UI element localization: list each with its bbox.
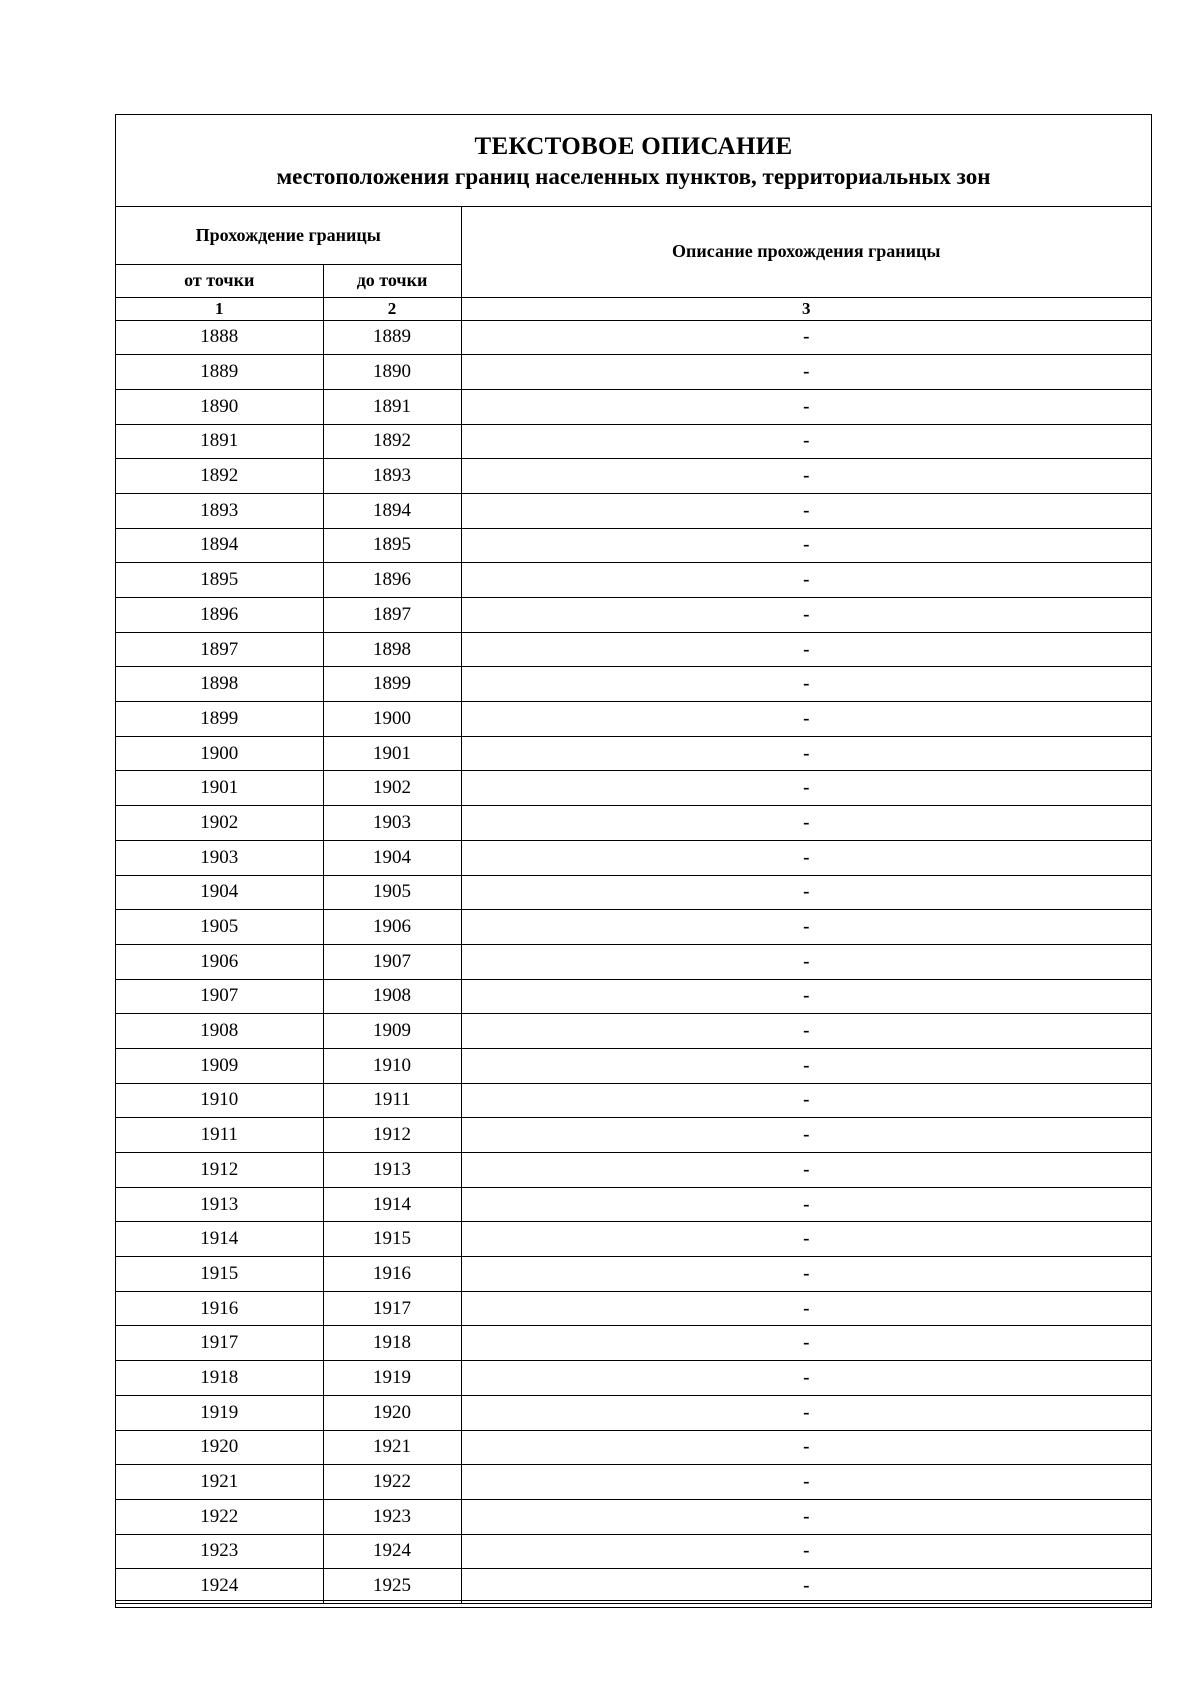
row-description: -: [461, 875, 1151, 910]
document-title: ТЕКСТОВОЕ ОПИСАНИЕ: [474, 133, 793, 160]
row-from-point: 1898: [116, 667, 323, 702]
row-from-point: 1888: [116, 320, 323, 355]
row-from-point: 1912: [116, 1153, 323, 1188]
row-description: -: [461, 1257, 1151, 1292]
row-description: -: [461, 1222, 1151, 1257]
row-from-point: 1897: [116, 632, 323, 667]
row-to-point: 1920: [323, 1395, 461, 1430]
row-to-point: 1889: [323, 320, 461, 355]
table-row: [116, 910, 1151, 945]
row-description: -: [461, 806, 1151, 841]
row-from-point: 1909: [116, 1048, 323, 1083]
title-block: [116, 115, 1151, 207]
row-from-point: 1892: [116, 459, 323, 494]
row-to-point: 1913: [323, 1153, 461, 1188]
table-row: [116, 493, 1151, 528]
row-from-point: 1891: [116, 424, 323, 459]
row-to-point: 1892: [323, 424, 461, 459]
row-description: -: [461, 1430, 1151, 1465]
row-from-point: 1914: [116, 1222, 323, 1257]
row-description: -: [461, 528, 1151, 563]
boundary-table: [116, 207, 1151, 1604]
row-description: -: [461, 389, 1151, 424]
row-description: -: [461, 979, 1151, 1014]
table-row: [116, 702, 1151, 737]
table-row: [116, 1430, 1151, 1465]
row-to-point: 1923: [323, 1499, 461, 1534]
row-description: -: [461, 1499, 1151, 1534]
table-row: [116, 1083, 1151, 1118]
row-description: -: [461, 1187, 1151, 1222]
header-col-number-2: 2: [323, 297, 461, 320]
row-from-point: 1907: [116, 979, 323, 1014]
row-description: -: [461, 632, 1151, 667]
row-description: -: [461, 1569, 1151, 1604]
row-description: -: [461, 910, 1151, 945]
table-row: [116, 1187, 1151, 1222]
row-to-point: 1903: [323, 806, 461, 841]
row-description: -: [461, 1118, 1151, 1153]
row-description: -: [461, 1534, 1151, 1569]
bottom-divider: [116, 1600, 1151, 1601]
table-row: [116, 667, 1151, 702]
table-row: [116, 563, 1151, 598]
document-subtitle: местоположения границ населенных пунктов, территориальных зон: [276, 164, 991, 189]
row-description: -: [461, 1326, 1151, 1361]
table-row: [116, 1153, 1151, 1188]
row-from-point: 1915: [116, 1257, 323, 1292]
row-to-point: 1924: [323, 1534, 461, 1569]
row-to-point: 1891: [323, 389, 461, 424]
header-group-label: Прохождение границы: [116, 207, 461, 264]
row-description: -: [461, 1465, 1151, 1500]
row-description: -: [461, 598, 1151, 633]
row-description: -: [461, 355, 1151, 390]
table-row: [116, 1326, 1151, 1361]
table-row: [116, 771, 1151, 806]
table-row: [116, 944, 1151, 979]
row-description: -: [461, 1048, 1151, 1083]
row-from-point: 1906: [116, 944, 323, 979]
row-from-point: 1921: [116, 1465, 323, 1500]
row-to-point: 1896: [323, 563, 461, 598]
table-row: [116, 875, 1151, 910]
table-row: [116, 979, 1151, 1014]
row-description: -: [461, 840, 1151, 875]
row-to-point: 1893: [323, 459, 461, 494]
row-description: -: [461, 944, 1151, 979]
row-from-point: 1903: [116, 840, 323, 875]
row-to-point: 1912: [323, 1118, 461, 1153]
row-from-point: 1905: [116, 910, 323, 945]
row-to-point: 1904: [323, 840, 461, 875]
row-from-point: 1902: [116, 806, 323, 841]
row-description: -: [461, 493, 1151, 528]
table-header: [116, 207, 1151, 320]
table-row: [116, 389, 1151, 424]
header-to-point: до точки: [323, 264, 461, 297]
row-to-point: 1909: [323, 1014, 461, 1049]
row-to-point: 1914: [323, 1187, 461, 1222]
table-row: [116, 736, 1151, 771]
row-description: -: [461, 1291, 1151, 1326]
table-row: [116, 598, 1151, 633]
row-from-point: 1904: [116, 875, 323, 910]
row-to-point: 1890: [323, 355, 461, 390]
table-row: [116, 1257, 1151, 1292]
row-description: -: [461, 320, 1151, 355]
row-to-point: 1898: [323, 632, 461, 667]
table-row: [116, 320, 1151, 355]
table-row: [116, 424, 1151, 459]
table-row: [116, 1534, 1151, 1569]
row-to-point: 1906: [323, 910, 461, 945]
table-row: [116, 1048, 1151, 1083]
row-description: -: [461, 424, 1151, 459]
table-row: [116, 840, 1151, 875]
row-from-point: 1889: [116, 355, 323, 390]
row-to-point: 1901: [323, 736, 461, 771]
row-from-point: 1893: [116, 493, 323, 528]
row-to-point: 1922: [323, 1465, 461, 1500]
row-description: -: [461, 563, 1151, 598]
row-from-point: 1923: [116, 1534, 323, 1569]
table-row: [116, 1465, 1151, 1500]
row-to-point: 1910: [323, 1048, 461, 1083]
row-to-point: 1900: [323, 702, 461, 737]
table-row: [116, 632, 1151, 667]
document-sheet: [115, 114, 1152, 1608]
row-to-point: 1905: [323, 875, 461, 910]
row-to-point: 1916: [323, 1257, 461, 1292]
table-row: [116, 1291, 1151, 1326]
row-from-point: 1920: [116, 1430, 323, 1465]
row-description: -: [461, 771, 1151, 806]
header-col-number-1: 1: [116, 297, 323, 320]
table-row: [116, 528, 1151, 563]
table-row: [116, 1014, 1151, 1049]
row-to-point: 1895: [323, 528, 461, 563]
row-from-point: 1916: [116, 1291, 323, 1326]
table-row: [116, 1395, 1151, 1430]
table-row: [116, 806, 1151, 841]
row-description: -: [461, 1014, 1151, 1049]
header-description: Описание прохождения границы: [461, 207, 1151, 297]
row-to-point: 1915: [323, 1222, 461, 1257]
row-from-point: 1910: [116, 1083, 323, 1118]
row-description: -: [461, 1153, 1151, 1188]
row-description: -: [461, 736, 1151, 771]
row-description: -: [461, 1395, 1151, 1430]
row-to-point: 1911: [323, 1083, 461, 1118]
table-row: [116, 355, 1151, 390]
row-to-point: 1917: [323, 1291, 461, 1326]
row-from-point: 1917: [116, 1326, 323, 1361]
row-from-point: 1919: [116, 1395, 323, 1430]
table-body: [116, 320, 1151, 1603]
row-description: -: [461, 702, 1151, 737]
row-from-point: 1913: [116, 1187, 323, 1222]
row-to-point: 1902: [323, 771, 461, 806]
row-from-point: 1924: [116, 1569, 323, 1604]
row-from-point: 1894: [116, 528, 323, 563]
table-row: [116, 1361, 1151, 1396]
row-from-point: 1918: [116, 1361, 323, 1396]
row-to-point: 1897: [323, 598, 461, 633]
row-to-point: 1921: [323, 1430, 461, 1465]
table-row: [116, 1222, 1151, 1257]
row-description: -: [461, 667, 1151, 702]
row-from-point: 1911: [116, 1118, 323, 1153]
row-from-point: 1908: [116, 1014, 323, 1049]
table-row: [116, 459, 1151, 494]
table-row: [116, 1569, 1151, 1604]
row-from-point: 1900: [116, 736, 323, 771]
header-col-number-3: 3: [461, 297, 1151, 320]
header-from-point: от точки: [116, 264, 323, 297]
row-to-point: 1894: [323, 493, 461, 528]
row-from-point: 1899: [116, 702, 323, 737]
row-to-point: 1919: [323, 1361, 461, 1396]
row-from-point: 1890: [116, 389, 323, 424]
row-description: -: [461, 1083, 1151, 1118]
row-to-point: 1907: [323, 944, 461, 979]
row-description: -: [461, 1361, 1151, 1396]
table-row: [116, 1499, 1151, 1534]
row-description: -: [461, 459, 1151, 494]
row-from-point: 1895: [116, 563, 323, 598]
table-row: [116, 1118, 1151, 1153]
row-from-point: 1896: [116, 598, 323, 633]
row-to-point: 1925: [323, 1569, 461, 1604]
row-from-point: 1922: [116, 1499, 323, 1534]
row-to-point: 1908: [323, 979, 461, 1014]
row-to-point: 1918: [323, 1326, 461, 1361]
row-from-point: 1901: [116, 771, 323, 806]
row-to-point: 1899: [323, 667, 461, 702]
